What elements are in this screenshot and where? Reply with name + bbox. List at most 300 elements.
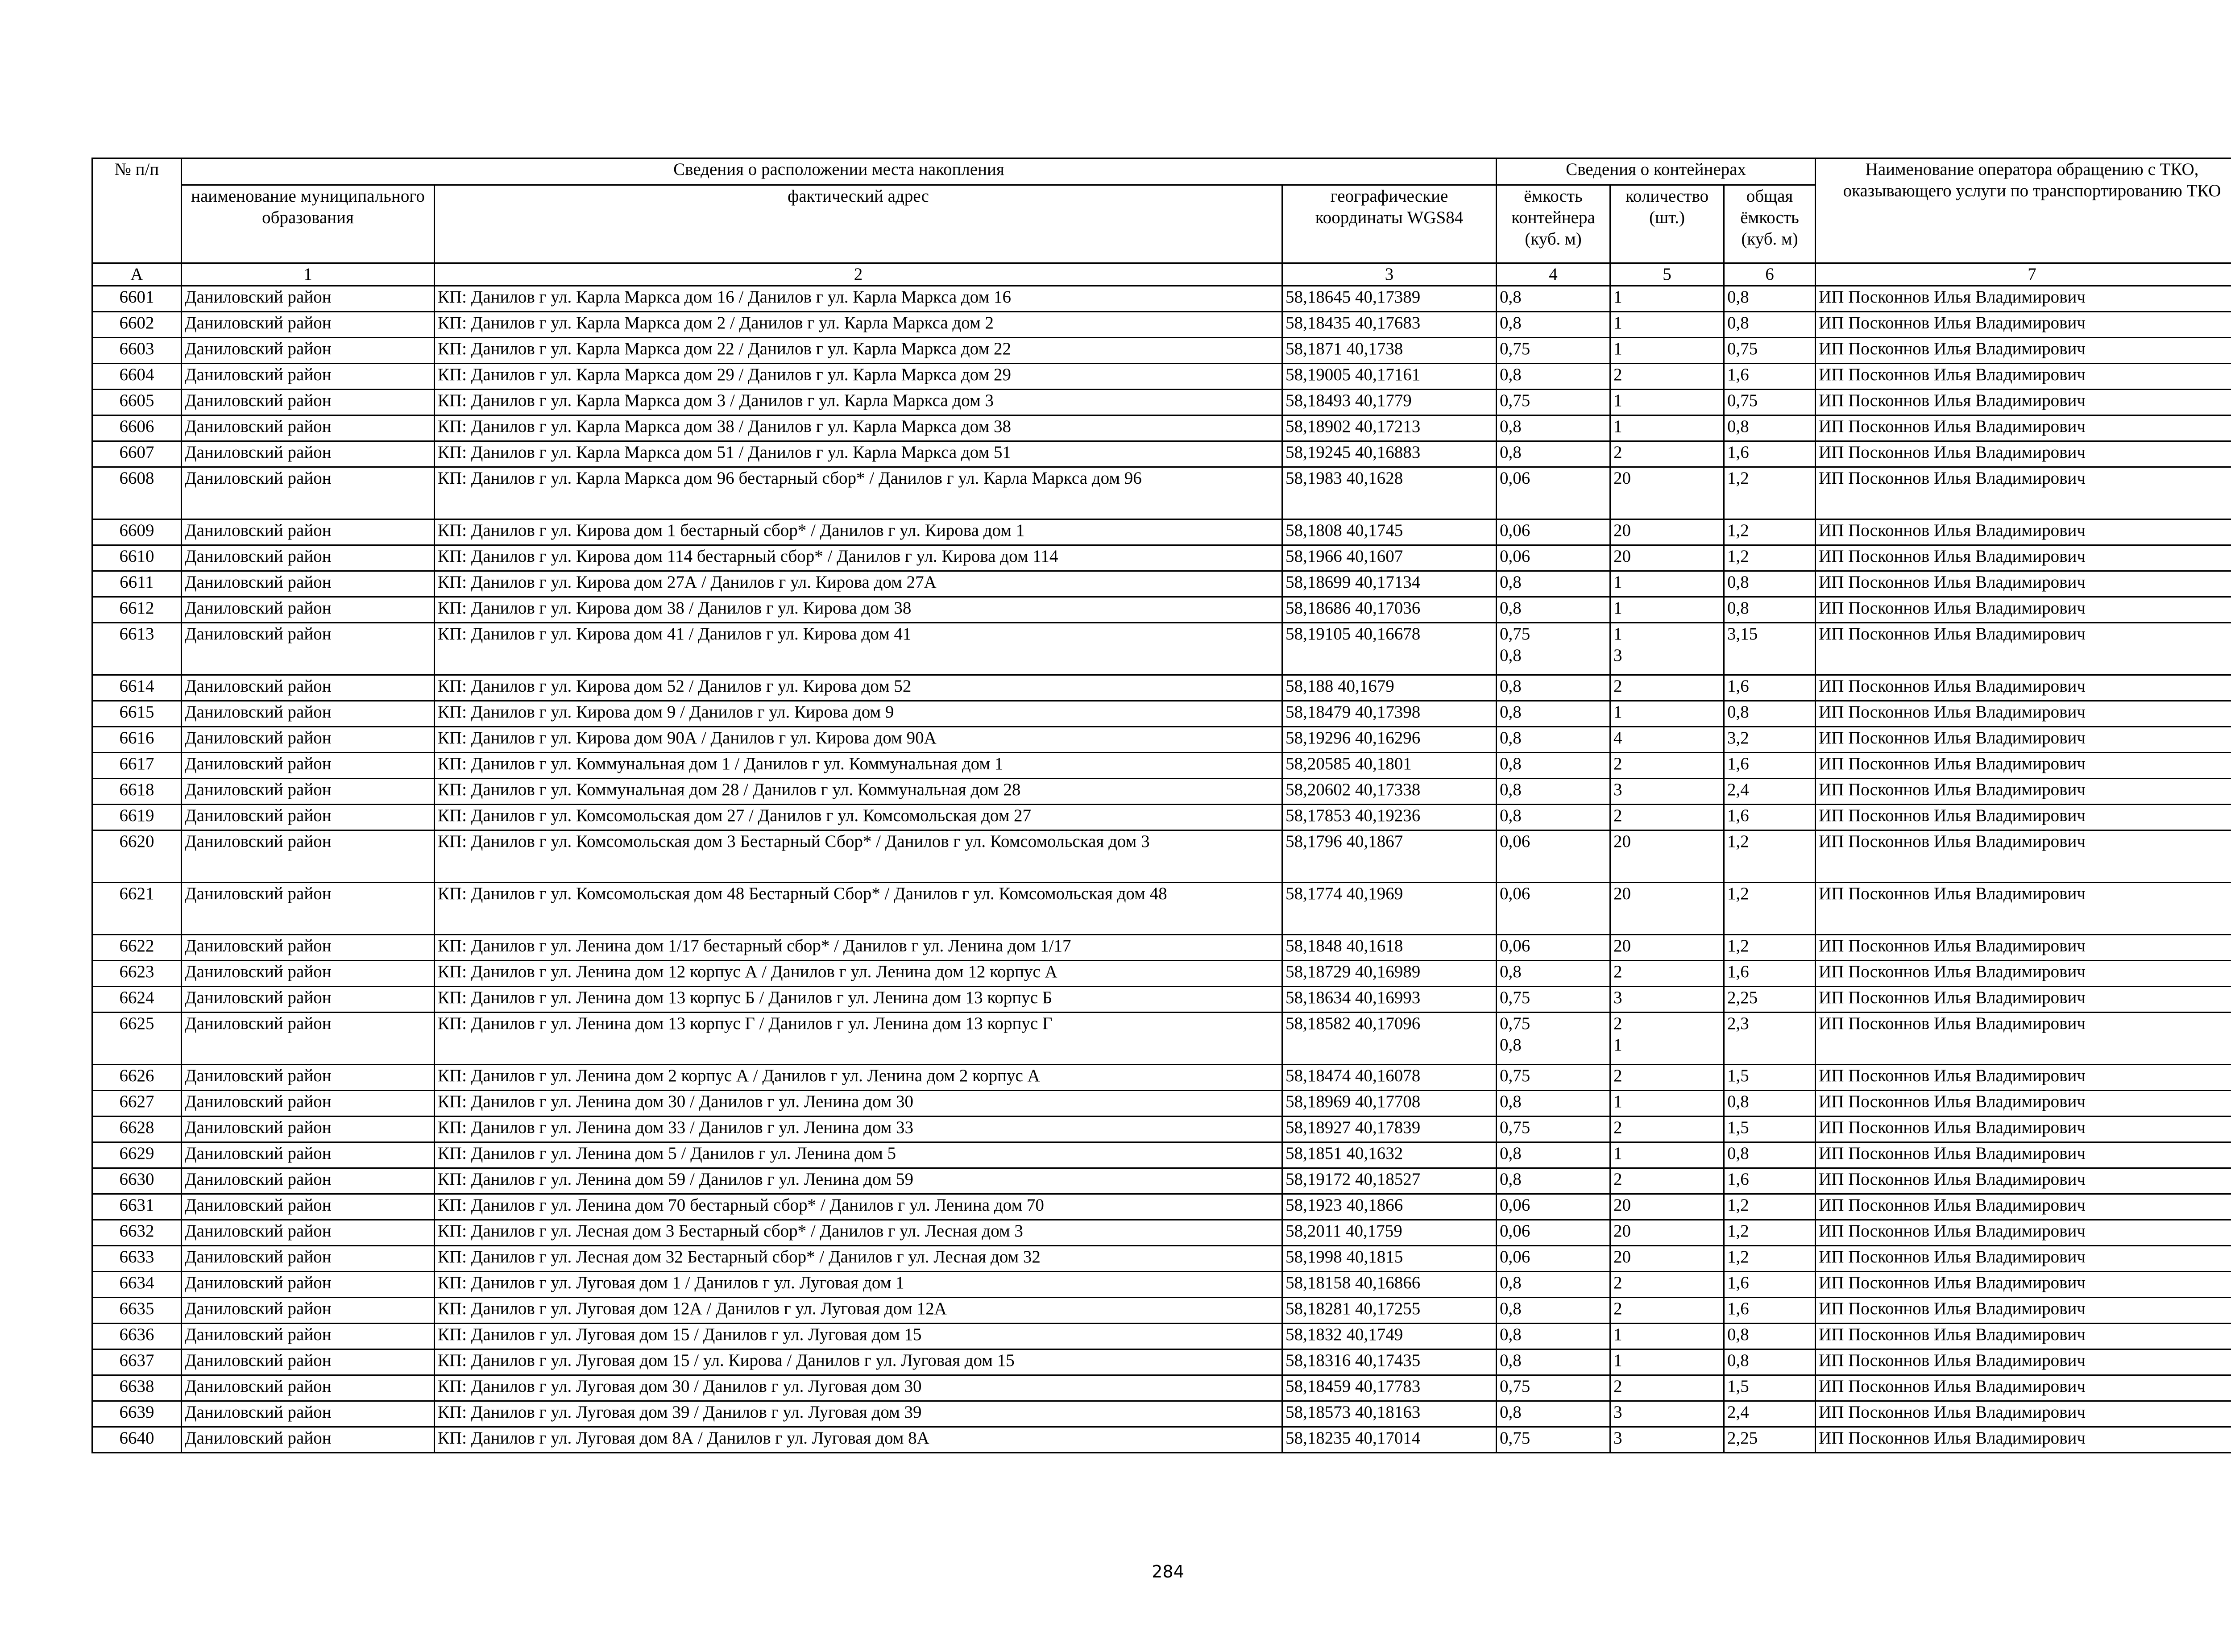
row-number: 6616: [92, 727, 182, 753]
quantity-cell: 2: [1610, 1065, 1724, 1091]
row-number: 6613: [92, 623, 182, 675]
total-capacity-cell: 1,6: [1724, 1272, 1816, 1298]
table-row: [92, 571, 2231, 597]
quantity-cell: 2: [1610, 364, 1724, 390]
capacity-cell: 0,8: [1497, 1168, 1610, 1194]
row-number: 6610: [92, 545, 182, 571]
quantity-cell: 2: [1610, 1298, 1724, 1324]
operator-cell: ИП Посконнов Илья Владимирович: [1816, 1220, 2231, 1246]
coordinates-cell: 58,1998 40,1815: [1282, 1246, 1497, 1272]
table-row: [92, 701, 2231, 727]
coordinates-cell: 58,18699 40,17134: [1282, 571, 1497, 597]
address-cell: КП: Данилов г ул. Ленина дом 2 корпус А / Данилов г ул. Ленина дом 2 корпус А: [435, 1065, 1282, 1091]
capacity-cell: 0,8: [1497, 571, 1610, 597]
operator-cell: ИП Посконнов Илья Владимирович: [1816, 1349, 2231, 1375]
capacity-cell: 0,06: [1497, 1220, 1610, 1246]
quantity-cell: 20: [1610, 1194, 1724, 1220]
coordinates-cell: 58,1923 40,1866: [1282, 1194, 1497, 1220]
quantity-cell: 4: [1610, 727, 1724, 753]
capacity-cell: 0,75 0,8: [1497, 623, 1610, 675]
address-cell: КП: Данилов г ул. Кирова дом 38 / Данилов г ул. Кирова дом 38: [435, 597, 1282, 623]
capacity-cell: 0,06: [1497, 467, 1610, 519]
header-num: № п/п: [92, 158, 182, 263]
operator-cell: ИП Посконнов Илья Владимирович: [1816, 1298, 2231, 1324]
table-row: [92, 338, 2231, 364]
municipality-cell: Даниловский район: [182, 675, 435, 701]
operator-cell: ИП Посконнов Илья Владимирович: [1816, 415, 2231, 441]
address-cell: КП: Данилов г ул. Луговая дом 15 / Данилов г ул. Луговая дом 15: [435, 1324, 1282, 1349]
total-capacity-cell: 0,8: [1724, 1091, 1816, 1117]
capacity-cell: 0,8: [1497, 312, 1610, 338]
quantity-cell: 1: [1610, 1324, 1724, 1349]
total-capacity-cell: 1,5: [1724, 1117, 1816, 1142]
capacity-cell: 0,8: [1497, 1091, 1610, 1117]
total-capacity-cell: 1,2: [1724, 1194, 1816, 1220]
table-row: [92, 1168, 2231, 1194]
total-capacity-cell: 1,6: [1724, 364, 1816, 390]
address-cell: КП: Данилов г ул. Кирова дом 52 / Данилов г ул. Кирова дом 52: [435, 675, 1282, 701]
operator-cell: ИП Посконнов Илья Владимирович: [1816, 779, 2231, 805]
operator-cell: ИП Посконнов Илья Владимирович: [1816, 1427, 2231, 1453]
coordinates-cell: 58,18459 40,17783: [1282, 1375, 1497, 1401]
operator-cell: ИП Посконнов Илья Владимирович: [1816, 675, 2231, 701]
operator-cell: ИП Посконнов Илья Владимирович: [1816, 1142, 2231, 1168]
operator-cell: ИП Посконнов Илья Владимирович: [1816, 623, 2231, 675]
address-cell: КП: Данилов г ул. Кирова дом 27А / Данилов г ул. Кирова дом 27А: [435, 571, 1282, 597]
total-capacity-cell: 0,8: [1724, 312, 1816, 338]
table-row: [92, 1349, 2231, 1375]
municipality-cell: Даниловский район: [182, 623, 435, 675]
table-row: [92, 1013, 2231, 1065]
row-number: 6630: [92, 1168, 182, 1194]
address-cell: КП: Данилов г ул. Карла Маркса дом 3 / Данилов г ул. Карла Маркса дом 3: [435, 390, 1282, 415]
total-capacity-cell: 0,8: [1724, 415, 1816, 441]
row-number: 6604: [92, 364, 182, 390]
row-number: 6602: [92, 312, 182, 338]
address-cell: КП: Данилов г ул. Ленина дом 33 / Данилов г ул. Ленина дом 33: [435, 1117, 1282, 1142]
header-address: фактический адрес: [435, 185, 1282, 263]
quantity-cell: 1: [1610, 701, 1724, 727]
total-capacity-cell: 2,4: [1724, 1401, 1816, 1427]
total-capacity-cell: 0,8: [1724, 1142, 1816, 1168]
address-cell: КП: Данилов г ул. Карла Маркса дом 96 бестарный сбор* / Данилов г ул. Карла Маркса дом 96: [435, 467, 1282, 519]
total-capacity-cell: 0,8: [1724, 597, 1816, 623]
row-number: 6617: [92, 753, 182, 779]
quantity-cell: 2: [1610, 1117, 1724, 1142]
row-number: 6626: [92, 1065, 182, 1091]
operator-cell: ИП Посконнов Илья Владимирович: [1816, 1091, 2231, 1117]
table-row: [92, 935, 2231, 961]
quantity-cell: 1: [1610, 597, 1724, 623]
operator-cell: ИП Посконнов Илья Владимирович: [1816, 1272, 2231, 1298]
operator-cell: ИП Посконнов Илья Владимирович: [1816, 830, 2231, 883]
table-row: [92, 467, 2231, 519]
address-cell: КП: Данилов г ул. Ленина дом 1/17 бестарный сбор* / Данилов г ул. Ленина дом 1/17: [435, 935, 1282, 961]
coordinates-cell: 58,1832 40,1749: [1282, 1324, 1497, 1349]
coordinates-cell: 58,19296 40,16296: [1282, 727, 1497, 753]
municipality-cell: Даниловский район: [182, 597, 435, 623]
municipality-cell: Даниловский район: [182, 1298, 435, 1324]
operator-cell: ИП Посконнов Илья Владимирович: [1816, 390, 2231, 415]
table-row: [92, 1246, 2231, 1272]
table-row: [92, 1272, 2231, 1298]
operator-cell: ИП Посконнов Илья Владимирович: [1816, 338, 2231, 364]
quantity-cell: 1: [1610, 571, 1724, 597]
municipality-cell: Даниловский район: [182, 364, 435, 390]
capacity-cell: 0,8: [1497, 675, 1610, 701]
total-capacity-cell: 1,2: [1724, 883, 1816, 935]
address-cell: КП: Данилов г ул. Луговая дом 1 / Данилов г ул. Луговая дом 1: [435, 1272, 1282, 1298]
municipality-cell: Даниловский район: [182, 441, 435, 467]
total-capacity-cell: 1,6: [1724, 675, 1816, 701]
coordinates-cell: 58,18474 40,16078: [1282, 1065, 1497, 1091]
quantity-cell: 1: [1610, 1091, 1724, 1117]
table-row: [92, 623, 2231, 675]
quantity-cell: 20: [1610, 830, 1724, 883]
index-cell: 4: [1497, 263, 1610, 286]
capacity-cell: 0,75: [1497, 1427, 1610, 1453]
coordinates-cell: 58,188 40,1679: [1282, 675, 1497, 701]
row-number: 6615: [92, 701, 182, 727]
table-row: [92, 779, 2231, 805]
quantity-cell: 3: [1610, 1427, 1724, 1453]
total-capacity-cell: 1,2: [1724, 519, 1816, 545]
address-cell: КП: Данилов г ул. Луговая дом 30 / Данилов г ул. Луговая дом 30: [435, 1375, 1282, 1401]
total-capacity-cell: 0,8: [1724, 1324, 1816, 1349]
table-row: [92, 675, 2231, 701]
row-number: 6621: [92, 883, 182, 935]
total-capacity-cell: 1,2: [1724, 1220, 1816, 1246]
row-number: 6622: [92, 935, 182, 961]
coordinates-cell: 58,18479 40,17398: [1282, 701, 1497, 727]
table-row: [92, 883, 2231, 935]
coordinates-cell: 58,1848 40,1618: [1282, 935, 1497, 961]
row-number: 6636: [92, 1324, 182, 1349]
table-row: [92, 1427, 2231, 1453]
operator-cell: ИП Посконнов Илья Владимирович: [1816, 1324, 2231, 1349]
address-cell: КП: Данилов г ул. Кирова дом 114 бестарный сбор* / Данилов г ул. Кирова дом 114: [435, 545, 1282, 571]
address-cell: КП: Данилов г ул. Коммунальная дом 28 / Данилов г ул. Коммунальная дом 28: [435, 779, 1282, 805]
table-row: [92, 1065, 2231, 1091]
coordinates-cell: 58,1871 40,1738: [1282, 338, 1497, 364]
operator-cell: ИП Посконнов Илья Владимирович: [1816, 545, 2231, 571]
total-capacity-cell: 1,2: [1724, 545, 1816, 571]
municipality-cell: Даниловский район: [182, 1401, 435, 1427]
municipality-cell: Даниловский район: [182, 1142, 435, 1168]
capacity-cell: 0,8: [1497, 1401, 1610, 1427]
address-cell: КП: Данилов г ул. Коммунальная дом 1 / Данилов г ул. Коммунальная дом 1: [435, 753, 1282, 779]
capacity-cell: 0,8: [1497, 1142, 1610, 1168]
coordinates-cell: 58,20585 40,1801: [1282, 753, 1497, 779]
municipality-cell: Даниловский район: [182, 1091, 435, 1117]
row-number: 6620: [92, 830, 182, 883]
municipality-cell: Даниловский район: [182, 415, 435, 441]
coordinates-cell: 58,18573 40,18163: [1282, 1401, 1497, 1427]
capacity-cell: 0,8: [1497, 961, 1610, 987]
capacity-cell: 0,75 0,8: [1497, 1013, 1610, 1065]
address-cell: КП: Данилов г ул. Луговая дом 15 / ул. Кирова / Данилов г ул. Луговая дом 15: [435, 1349, 1282, 1375]
quantity-cell: 3: [1610, 987, 1724, 1013]
address-cell: КП: Данилов г ул. Луговая дом 39 / Данилов г ул. Луговая дом 39: [435, 1401, 1282, 1427]
coordinates-cell: 58,19245 40,16883: [1282, 441, 1497, 467]
table-row: [92, 1298, 2231, 1324]
total-capacity-cell: 1,6: [1724, 441, 1816, 467]
coordinates-cell: 58,18281 40,17255: [1282, 1298, 1497, 1324]
quantity-cell: 20: [1610, 519, 1724, 545]
header-location-group: Сведения о расположении места накопления: [182, 158, 1497, 185]
operator-cell: ИП Посконнов Илья Владимирович: [1816, 987, 2231, 1013]
header-operator: Наименование оператора обращению с ТКО, оказывающего услуги по транспортированию ТКО: [1816, 158, 2231, 263]
capacity-cell: 0,06: [1497, 830, 1610, 883]
municipality-cell: Даниловский район: [182, 1246, 435, 1272]
table-row: [92, 1142, 2231, 1168]
row-number: 6605: [92, 390, 182, 415]
index-cell: 1: [182, 263, 435, 286]
operator-cell: ИП Посконнов Илья Владимирович: [1816, 753, 2231, 779]
municipality-cell: Даниловский район: [182, 701, 435, 727]
row-number: 6624: [92, 987, 182, 1013]
address-cell: КП: Данилов г ул. Кирова дом 41 / Данилов г ул. Кирова дом 41: [435, 623, 1282, 675]
row-number: 6606: [92, 415, 182, 441]
municipality-cell: Даниловский район: [182, 390, 435, 415]
table-row: [92, 1117, 2231, 1142]
coordinates-cell: 58,2011 40,1759: [1282, 1220, 1497, 1246]
coordinates-cell: 58,18927 40,17839: [1282, 1117, 1497, 1142]
address-cell: КП: Данилов г ул. Кирова дом 90А / Данилов г ул. Кирова дом 90А: [435, 727, 1282, 753]
operator-cell: ИП Посконнов Илья Владимирович: [1816, 1013, 2231, 1065]
capacity-cell: 0,75: [1497, 1375, 1610, 1401]
capacity-cell: 0,8: [1497, 1298, 1610, 1324]
quantity-cell: 2: [1610, 805, 1724, 830]
municipality-cell: Даниловский район: [182, 545, 435, 571]
capacity-cell: 0,8: [1497, 753, 1610, 779]
total-capacity-cell: 1,5: [1724, 1065, 1816, 1091]
table-row: [92, 1401, 2231, 1427]
capacity-cell: 0,06: [1497, 519, 1610, 545]
capacity-cell: 0,8: [1497, 597, 1610, 623]
capacity-cell: 0,8: [1497, 1349, 1610, 1375]
row-number: 6611: [92, 571, 182, 597]
row-number: 6607: [92, 441, 182, 467]
municipality-cell: Даниловский район: [182, 571, 435, 597]
quantity-cell: 20: [1610, 883, 1724, 935]
row-number: 6632: [92, 1220, 182, 1246]
row-number: 6623: [92, 961, 182, 987]
capacity-cell: 0,8: [1497, 415, 1610, 441]
index-cell: 7: [1816, 263, 2231, 286]
capacity-cell: 0,06: [1497, 935, 1610, 961]
quantity-cell: 20: [1610, 935, 1724, 961]
operator-cell: ИП Посконнов Илья Владимирович: [1816, 1401, 2231, 1427]
address-cell: КП: Данилов г ул. Лесная дом 3 Бестарный сбор* / Данилов г ул. Лесная дом 3: [435, 1220, 1282, 1246]
row-number: 6601: [92, 286, 182, 312]
table-row: [92, 727, 2231, 753]
address-cell: КП: Данилов г ул. Комсомольская дом 48 Бестарный Сбор* / Данилов г ул. Комсомольская дом 48: [435, 883, 1282, 935]
quantity-cell: 1: [1610, 415, 1724, 441]
municipality-cell: Даниловский район: [182, 1013, 435, 1065]
page-number: 284: [1152, 1562, 1184, 1581]
capacity-cell: 0,06: [1497, 1246, 1610, 1272]
quantity-cell: 1: [1610, 1142, 1724, 1168]
capacity-cell: 0,06: [1497, 1194, 1610, 1220]
total-capacity-cell: 1,5: [1724, 1375, 1816, 1401]
operator-cell: ИП Посконнов Илья Владимирович: [1816, 519, 2231, 545]
table-row: [92, 1375, 2231, 1401]
total-capacity-cell: 0,8: [1724, 286, 1816, 312]
address-cell: КП: Данилов г ул. Луговая дом 8А / Данилов г ул. Луговая дом 8А: [435, 1427, 1282, 1453]
quantity-cell: 3: [1610, 779, 1724, 805]
row-number: 6639: [92, 1401, 182, 1427]
coordinates-cell: 58,1851 40,1632: [1282, 1142, 1497, 1168]
address-cell: КП: Данилов г ул. Комсомольская дом 27 / Данилов г ул. Комсомольская дом 27: [435, 805, 1282, 830]
index-cell: 2: [435, 263, 1282, 286]
coordinates-cell: 58,1983 40,1628: [1282, 467, 1497, 519]
coordinates-cell: 58,18435 40,17683: [1282, 312, 1497, 338]
operator-cell: ИП Посконнов Илья Владимирович: [1816, 701, 2231, 727]
row-number: 6619: [92, 805, 182, 830]
header-containers-group: Сведения о контейнерах: [1497, 158, 1816, 185]
total-capacity-cell: 2,3: [1724, 1013, 1816, 1065]
total-capacity-cell: 0,8: [1724, 571, 1816, 597]
table-row: [92, 441, 2231, 467]
capacity-cell: 0,75: [1497, 1065, 1610, 1091]
quantity-cell: 1: [1610, 312, 1724, 338]
address-cell: КП: Данилов г ул. Ленина дом 13 корпус Б / Данилов г ул. Ленина дом 13 корпус Б: [435, 987, 1282, 1013]
address-cell: КП: Данилов г ул. Луговая дом 12А / Данилов г ул. Луговая дом 12А: [435, 1298, 1282, 1324]
capacity-cell: 0,75: [1497, 338, 1610, 364]
header-quantity: количество (шт.): [1610, 185, 1724, 263]
table-row: [92, 961, 2231, 987]
municipality-cell: Даниловский район: [182, 1272, 435, 1298]
total-capacity-cell: 2,25: [1724, 1427, 1816, 1453]
table-row: [92, 987, 2231, 1013]
quantity-cell: 20: [1610, 1246, 1724, 1272]
row-number: 6635: [92, 1298, 182, 1324]
quantity-cell: 1: [1610, 338, 1724, 364]
row-number: 6603: [92, 338, 182, 364]
index-cell: 5: [1610, 263, 1724, 286]
address-cell: КП: Данилов г ул. Ленина дом 59 / Данилов г ул. Ленина дом 59: [435, 1168, 1282, 1194]
municipality-cell: Даниловский район: [182, 727, 435, 753]
index-cell: 3: [1282, 263, 1497, 286]
municipality-cell: Даниловский район: [182, 1375, 435, 1401]
capacity-cell: 0,8: [1497, 286, 1610, 312]
table-row: [92, 286, 2231, 312]
coordinates-cell: 58,18582 40,17096: [1282, 1013, 1497, 1065]
coordinates-cell: 58,19172 40,18527: [1282, 1168, 1497, 1194]
municipality-cell: Даниловский район: [182, 1427, 435, 1453]
index-cell: 6: [1724, 263, 1816, 286]
address-cell: КП: Данилов г ул. Карла Маркса дом 51 / Данилов г ул. Карла Маркса дом 51: [435, 441, 1282, 467]
operator-cell: ИП Посконнов Илья Владимирович: [1816, 597, 2231, 623]
total-capacity-cell: 1,2: [1724, 830, 1816, 883]
quantity-cell: 1: [1610, 286, 1724, 312]
row-number: 6614: [92, 675, 182, 701]
coordinates-cell: 58,1808 40,1745: [1282, 519, 1497, 545]
table-row: [92, 753, 2231, 779]
row-number: 6625: [92, 1013, 182, 1065]
address-cell: КП: Данилов г ул. Ленина дом 12 корпус А / Данилов г ул. Ленина дом 12 корпус А: [435, 961, 1282, 987]
operator-cell: ИП Посконнов Илья Владимирович: [1816, 1375, 2231, 1401]
address-cell: КП: Данилов г ул. Кирова дом 9 / Данилов г ул. Кирова дом 9: [435, 701, 1282, 727]
municipality-cell: Даниловский район: [182, 779, 435, 805]
address-cell: КП: Данилов г ул. Карла Маркса дом 2 / Данилов г ул. Карла Маркса дом 2: [435, 312, 1282, 338]
municipality-cell: Даниловский район: [182, 830, 435, 883]
address-cell: КП: Данилов г ул. Ленина дом 70 бестарный сбор* / Данилов г ул. Ленина дом 70: [435, 1194, 1282, 1220]
coordinates-cell: 58,18158 40,16866: [1282, 1272, 1497, 1298]
operator-cell: ИП Посконнов Илья Владимирович: [1816, 571, 2231, 597]
quantity-cell: 2: [1610, 1375, 1724, 1401]
coordinates-cell: 58,18729 40,16989: [1282, 961, 1497, 987]
municipality-cell: Даниловский район: [182, 1349, 435, 1375]
capacity-cell: 0,8: [1497, 441, 1610, 467]
address-cell: КП: Данилов г ул. Карла Маркса дом 29 / Данилов г ул. Карла Маркса дом 29: [435, 364, 1282, 390]
table-row: [92, 364, 2231, 390]
capacity-cell: 0,75: [1497, 390, 1610, 415]
row-number: 6631: [92, 1194, 182, 1220]
total-capacity-cell: 2,25: [1724, 987, 1816, 1013]
column-index-row: [92, 263, 2231, 286]
municipality-cell: Даниловский район: [182, 1194, 435, 1220]
total-capacity-cell: 0,75: [1724, 338, 1816, 364]
quantity-cell: 2 1: [1610, 1013, 1724, 1065]
operator-cell: ИП Посконнов Илья Владимирович: [1816, 961, 2231, 987]
capacity-cell: 0,8: [1497, 364, 1610, 390]
municipality-cell: Даниловский район: [182, 961, 435, 987]
row-number: 6634: [92, 1272, 182, 1298]
header-total: общая ёмкость (куб. м): [1724, 185, 1816, 263]
operator-cell: ИП Посконнов Илья Владимирович: [1816, 441, 2231, 467]
row-number: 6638: [92, 1375, 182, 1401]
municipality-cell: Даниловский район: [182, 519, 435, 545]
table-row: [92, 545, 2231, 571]
operator-cell: ИП Посконнов Илья Владимирович: [1816, 1194, 2231, 1220]
operator-cell: ИП Посконнов Илья Владимирович: [1816, 1065, 2231, 1091]
coordinates-cell: 58,18645 40,17389: [1282, 286, 1497, 312]
row-number: 6627: [92, 1091, 182, 1117]
operator-cell: ИП Посконнов Илья Владимирович: [1816, 1246, 2231, 1272]
address-cell: КП: Данилов г ул. Карла Маркса дом 38 / Данилов г ул. Карла Маркса дом 38: [435, 415, 1282, 441]
municipality-cell: Даниловский район: [182, 1117, 435, 1142]
capacity-cell: 0,8: [1497, 1324, 1610, 1349]
row-number: 6628: [92, 1117, 182, 1142]
operator-cell: ИП Посконнов Илья Владимирович: [1816, 312, 2231, 338]
operator-cell: ИП Посконнов Илья Владимирович: [1816, 727, 2231, 753]
total-capacity-cell: 1,6: [1724, 1168, 1816, 1194]
municipality-cell: Даниловский район: [182, 467, 435, 519]
table-row: [92, 519, 2231, 545]
operator-cell: ИП Посконнов Илья Владимирович: [1816, 805, 2231, 830]
coordinates-cell: 58,18316 40,17435: [1282, 1349, 1497, 1375]
row-number: 6629: [92, 1142, 182, 1168]
quantity-cell: 1 3: [1610, 623, 1724, 675]
total-capacity-cell: 3,15: [1724, 623, 1816, 675]
municipality-cell: Даниловский район: [182, 312, 435, 338]
operator-cell: ИП Посконнов Илья Владимирович: [1816, 467, 2231, 519]
capacity-cell: 0,8: [1497, 701, 1610, 727]
operator-cell: ИП Посконнов Илья Владимирович: [1816, 1117, 2231, 1142]
operator-cell: ИП Посконнов Илья Владимирович: [1816, 1168, 2231, 1194]
municipality-cell: Даниловский район: [182, 286, 435, 312]
address-cell: КП: Данилов г ул. Карла Маркса дом 22 / Данилов г ул. Карла Маркса дом 22: [435, 338, 1282, 364]
total-capacity-cell: 1,2: [1724, 935, 1816, 961]
municipality-cell: Даниловский район: [182, 935, 435, 961]
index-cell: А: [92, 263, 182, 286]
capacity-cell: 0,75: [1497, 1117, 1610, 1142]
table-row: [92, 390, 2231, 415]
row-number: 6609: [92, 519, 182, 545]
coordinates-cell: 58,18902 40,17213: [1282, 415, 1497, 441]
